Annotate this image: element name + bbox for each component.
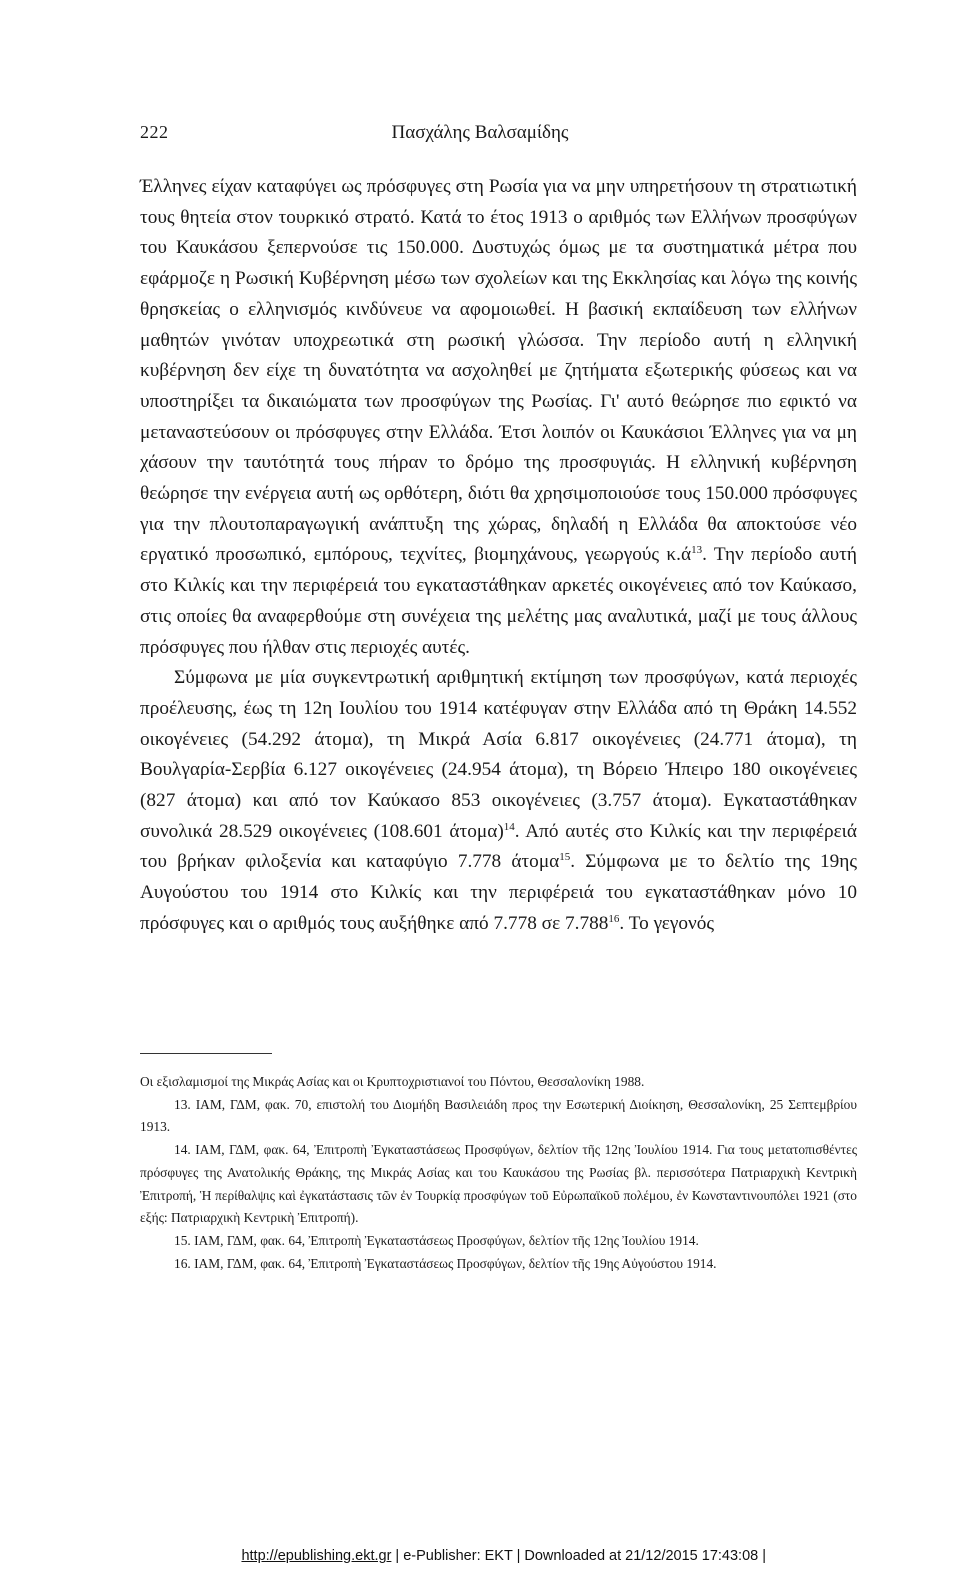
footnote-13: 13. ΙΑΜ, ΓΔΜ, φακ. 70, επιστολή του Διομήδη Βασιλειάδη προς την Εσωτερική Διοίκηση, Θεσσαλονίκη, 25 Σεπτεμβρίου 1913. bbox=[140, 1096, 857, 1135]
footnotes bbox=[140, 1071, 857, 1275]
footnote-16: 16. ΙΑΜ, ΓΔΜ, φακ. 64, Ἐπιτροπὴ Ἐγκαταστάσεως Προσφύγων, δελτίον τῆς 19ης Αὐγούστου 1914. bbox=[174, 1255, 717, 1271]
paragraph-2-part-d: . Το γεγονός bbox=[619, 912, 715, 934]
footnote-continuation: Οι εξισλαμισμοί της Μικράς Ασίας και οι Κρυπτοχριστιανοί του Πόντου, Θεσσαλονίκη 1988. bbox=[140, 1074, 645, 1089]
epublishing-link[interactable]: http://epublishing.ekt.gr bbox=[241, 1548, 392, 1564]
footnote-14: 14. ΙΑΜ, ΓΔΜ, φακ. 64, Ἐπιτροπὴ Ἐγκαταστάσεως Προσφύγων, δελτίον τῆς 12ης Ἰουλίου 1914. Για τους μετατοπισθέντες πρόσφυγες της Ανατολικής Θράκης, της Μικράς Ασίας και του Καυκάσου της Ρωσίας βλ. περισσότερα Πατριαρχικὴ Κεντρικὴ Ἐπιτροπή, Ἡ περίθαλψις καὶ ἐγκατάστασις τῶν ἐν Τουρκίᾳ προσφύγων τοῦ Εὐρωπαϊκοῦ πολέμου, ἐν Κωνσταντινουπόλει 1921 (στο εξής: Πατριαρχικὴ Κεντρικὴ Ἐπιτροπή). bbox=[140, 1142, 857, 1226]
paragraph-1-text: Έλληνες είχαν καταφύγει ως πρόσφυγες στη Ρωσία για να μην υπηρετήσουν τη στρατιωτική τους θητεία στον τουρκικό στρατό. Κατά το έτος 1913 ο αριθμός των Ελλήνων προσφύγων του Καυκάσου ξεπερνούσε τις 150.000. Δυστυχώς όμως με τα συστηματικά μέτρα που εφάρμοζε η Ρωσική Κυβέρνηση μέσω των σχολείων και της Εκκλησίας και λόγω της κοινής θρησκείας ο ελληνισμός κινδύνευε να αφομοιωθεί. Η βασική εκπαίδευση των ελλήνων μαθητών γινόταν υποχρεωτικά στη ρωσική γλώσσα. Την περίοδο αυτή η ελληνική κυβέρνηση δεν είχε τη δυνατότητα να ασχοληθεί με ζητήματα εξωτερικής φύσεως και να υποστηρίξει τα δικαιώματα των προσφύγων της Ρωσίας. Γι' αυτό θεώρησε πιο εφικτό να μεταναστεύσουν οι πρόσφυγες στην Ελλάδα. Έτσι λοιπόν οι Καυκάσιοι Έλληνες για να μη χάσουν την ταυτότητά τους πήραν το δρόμο της προσφυγιάς. Η ελληνική κυβέρνηση θεώρησε την ενέργεια αυτή ως ορθότερη, διότι θα χρησιμοποιούσε τους 150.000 πρόσφυγες για την πλουτοπαραγωγική ανάπτυξη της χώρας, δηλαδή η Ελλάδα θα αποκτούσε νέο εργατικό προσωπικό, εμπόρους, τεχνίτες, βιομηχάνους, γεωργούς κ.ά bbox=[140, 176, 857, 566]
paragraph-2-part-b: . Από αυτές στο Κιλκίς και την περιφέρειά του βρήκαν φιλοξενία και καταφύγιο 7.778 άτομα bbox=[140, 820, 857, 873]
paragraph-2-part-c: . Σύμφωνα με το δελτίο της 19ης Αυγούστου του 1914 στο Κιλκίς και την περιφέρειά του εγκαταστάθηκαν μόνο 10 πρόσφυγες και ο αριθμός τους αυξήθηκε από 7.778 σε 7.788 bbox=[140, 851, 857, 934]
running-head: Πασχάλης Βαλσαμίδης bbox=[391, 122, 569, 143]
paragraph-1 bbox=[140, 172, 857, 663]
page-number: 222 bbox=[140, 122, 169, 142]
footnote-separator bbox=[140, 1053, 272, 1054]
paragraph-2 bbox=[140, 663, 857, 939]
footnote-15: 15. ΙΑΜ, ΓΔΜ, φακ. 64, Ἐπιτροπὴ Ἐγκαταστάσεως Προσφύγων, δελτίον τῆς 12ης Ἰουλίου 1914. bbox=[174, 1232, 699, 1248]
footnote-ref-15: 15 bbox=[559, 851, 571, 864]
paragraph-1-end: . Την περίοδο αυτή στο Κιλκίς και την περιφέρειά του εγκαταστάθηκαν αρκετές οικογένειες από τον Καύκασο, στις οποίες θα αναφερθούμε στη συνέχεια της μελέτης μας αναλυτικά, μαζί με τους άλλους πρόσφυγες που ήλθαν στις περιοχές αυτές. bbox=[140, 544, 857, 658]
footnote-ref-14: 14 bbox=[503, 820, 515, 833]
footnote-ref-13: 13 bbox=[691, 544, 703, 557]
download-footer bbox=[241, 1548, 766, 1564]
footnote-ref-16: 16 bbox=[608, 912, 620, 925]
footer-info: | e-Publisher: EKT | Downloaded at 21/12/2015 17:43:08 | bbox=[391, 1548, 766, 1564]
paragraph-2-part-a: Σύμφωνα με μία συγκεντρωτική αριθμητική εκτίμηση των προσφύγων, κατά περιοχές προέλευσης, έως τη 12η Ιουλίου του 1914 κατέφυγαν στην Ελλάδα από τη Θράκη 14.552 οικογένειες (54.292 άτομα), τη Μικρά Ασία 6.817 οικογένειες (24.771 άτομα), τη Βουλγαρία-Σερβία 6.127 οικογένειες (24.954 άτομα), τη Βόρειο Ήπειρο 180 οικογένειες (827 άτομα) και από τον Καύκασο 853 οικογένειες (3.757 άτομα). Εγκαταστάθηκαν συνολικά 28.529 οικογένειες (108.601 άτομα) bbox=[140, 667, 857, 842]
main-text bbox=[140, 172, 857, 940]
